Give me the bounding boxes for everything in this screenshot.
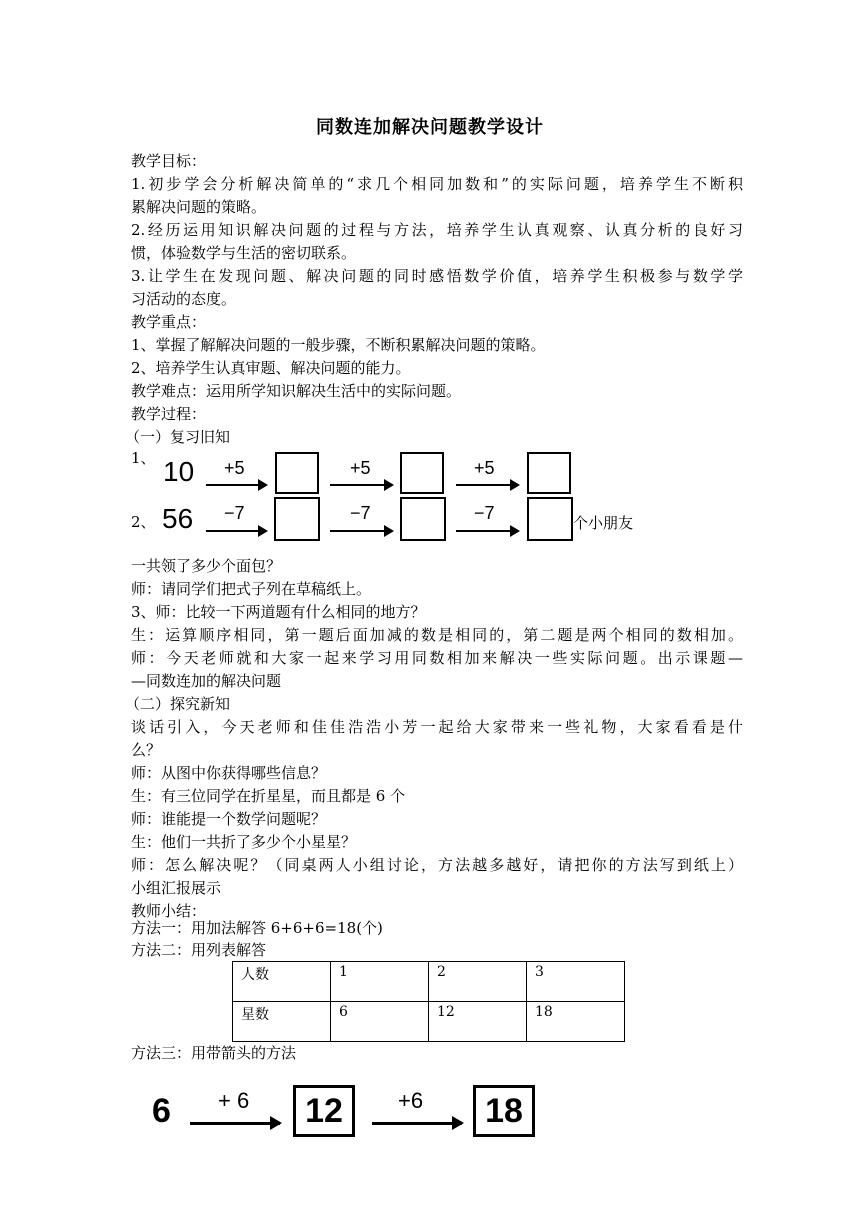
answer-box <box>527 452 571 494</box>
method-3-op-1: + 6 <box>218 1088 250 1113</box>
method-2: 方法二：用列表解答 <box>131 941 267 959</box>
focus-item-2: 2、培养学生认真审题、解决问题的能力。 <box>131 359 411 377</box>
method-3-box-1: 12 <box>293 1085 355 1137</box>
arrow-icon <box>372 1122 462 1125</box>
review-line-2: 师：请同学们把式子列在草稿纸上。 <box>131 580 372 598</box>
arrow-icon <box>206 530 266 532</box>
explore-line-7: 师：怎么解决呢？（同桌两人小组讨论，方法越多越好，请把你的方法写到纸上） <box>131 856 743 874</box>
arrow-icon <box>456 530 518 532</box>
answer-box <box>274 497 320 541</box>
goal-3-line-1: 3.让学生在发现问题、解决问题的同时感悟数学价值，培养学生积极参与数学学 <box>131 267 743 285</box>
answer-box <box>400 452 444 494</box>
document-title: 同数连加解决问题教学设计 <box>316 117 544 138</box>
table-cell: 人数 <box>233 962 331 1002</box>
stars-table <box>232 961 625 1042</box>
exercise-1-op-2: +5 <box>350 458 371 478</box>
exercise-2-op-2: −7 <box>350 503 371 523</box>
review-line-4: 生：运算顺序相同，第一题后面加减的数是相同的，第二题是两个相同的数相加。 <box>131 626 743 644</box>
exercise-2-tail: 个小朋友 <box>573 514 634 532</box>
goal-2-line-1: 2.经历运用知识解决问题的过程与方法，培养学生认真观察、认真分析的良好习 <box>131 221 743 239</box>
method-3-start-number: 6 <box>152 1092 171 1130</box>
explore-heading: （二）探究新知 <box>125 695 231 713</box>
table-cell: 18 <box>527 1002 625 1042</box>
answer-box <box>400 497 446 541</box>
arrow-icon <box>190 1122 280 1125</box>
exercise-1-start-number: 10 <box>163 456 195 487</box>
goal-1-line-1: 1.初步学会分析解决简单的“求几个相同加数和”的实际问题，培养学生不断积 <box>131 175 743 193</box>
exercise-2-op-3: −7 <box>474 503 495 523</box>
answer-box <box>275 452 319 494</box>
explore-line-3: 师：从图中你获得哪些信息？ <box>131 764 327 782</box>
arrow-icon <box>330 530 392 532</box>
review-line-3: 3、师：比较一下两道题有什么相同的地方？ <box>131 603 426 621</box>
explore-line-5: 师：谁能提一个数学问题呢？ <box>131 810 327 828</box>
table-cell: 1 <box>331 962 429 1002</box>
exercise-1-op-3: +5 <box>474 458 495 478</box>
explore-line-9: 教师小结： <box>131 902 207 920</box>
table-cell: 2 <box>429 962 527 1002</box>
goal-1-line-2: 累解决问题的策略。 <box>131 198 267 216</box>
review-heading: （一）复习旧知 <box>125 428 231 446</box>
method-3-box-2: 18 <box>473 1085 535 1137</box>
explore-line-8: 小组汇报展示 <box>131 879 222 897</box>
exercise-1-label: 1、 <box>131 449 156 467</box>
difficulty: 教学难点：运用所学知识解决生活中的实际问题。 <box>131 382 462 400</box>
exercise-2-start-number: 56 <box>162 503 194 534</box>
table-row <box>233 962 625 1002</box>
exercise-1-op-1: +5 <box>224 458 245 478</box>
exercise-2-op-1: −7 <box>224 503 245 523</box>
review-line-6: —同数连加的解决问题 <box>131 672 282 690</box>
table-cell: 星数 <box>233 1002 331 1042</box>
process-heading: 教学过程： <box>131 405 207 423</box>
review-line-1: 一共领了多少个面包？ <box>131 557 282 575</box>
exercise-2-label: 2、 <box>131 513 156 531</box>
method-1: 方法一：用加法解答 6+6+6=18(个) <box>131 919 383 937</box>
method-3-op-2: +6 <box>398 1088 424 1113</box>
table-cell: 3 <box>527 962 625 1002</box>
goal-3-line-2: 习活动的态度。 <box>131 290 237 308</box>
review-line-5: 师：今天老师就和大家一起来学习用同数相加来解决一些实际问题。出示课题— <box>131 649 743 667</box>
answer-box <box>527 497 573 541</box>
table-cell: 12 <box>429 1002 527 1042</box>
explore-line-2: 么？ <box>131 741 162 759</box>
focus-heading: 教学重点： <box>131 313 207 331</box>
explore-line-1: 谈话引入，今天老师和佳佳浩浩小芳一起给大家带来一些礼物，大家看看是什 <box>131 718 743 736</box>
focus-item-1: 1、掌握了解解决问题的一般步骤，不断积累解决问题的策略。 <box>131 336 546 354</box>
method-3: 方法三：用带箭头的方法 <box>131 1044 297 1062</box>
table-cell: 6 <box>331 1002 429 1042</box>
arrow-icon <box>206 484 266 486</box>
explore-line-4: 生：有三位同学在折星星，而且都是 6 个 <box>131 787 406 805</box>
explore-line-6: 生：他们一共折了多少个小星星？ <box>131 833 357 851</box>
goals-heading: 教学目标： <box>131 152 207 170</box>
table-row <box>233 1002 625 1042</box>
goal-2-line-2: 惯，体验数学与生活的密切联系。 <box>131 244 357 262</box>
arrow-icon <box>330 484 392 486</box>
arrow-icon <box>456 484 518 486</box>
